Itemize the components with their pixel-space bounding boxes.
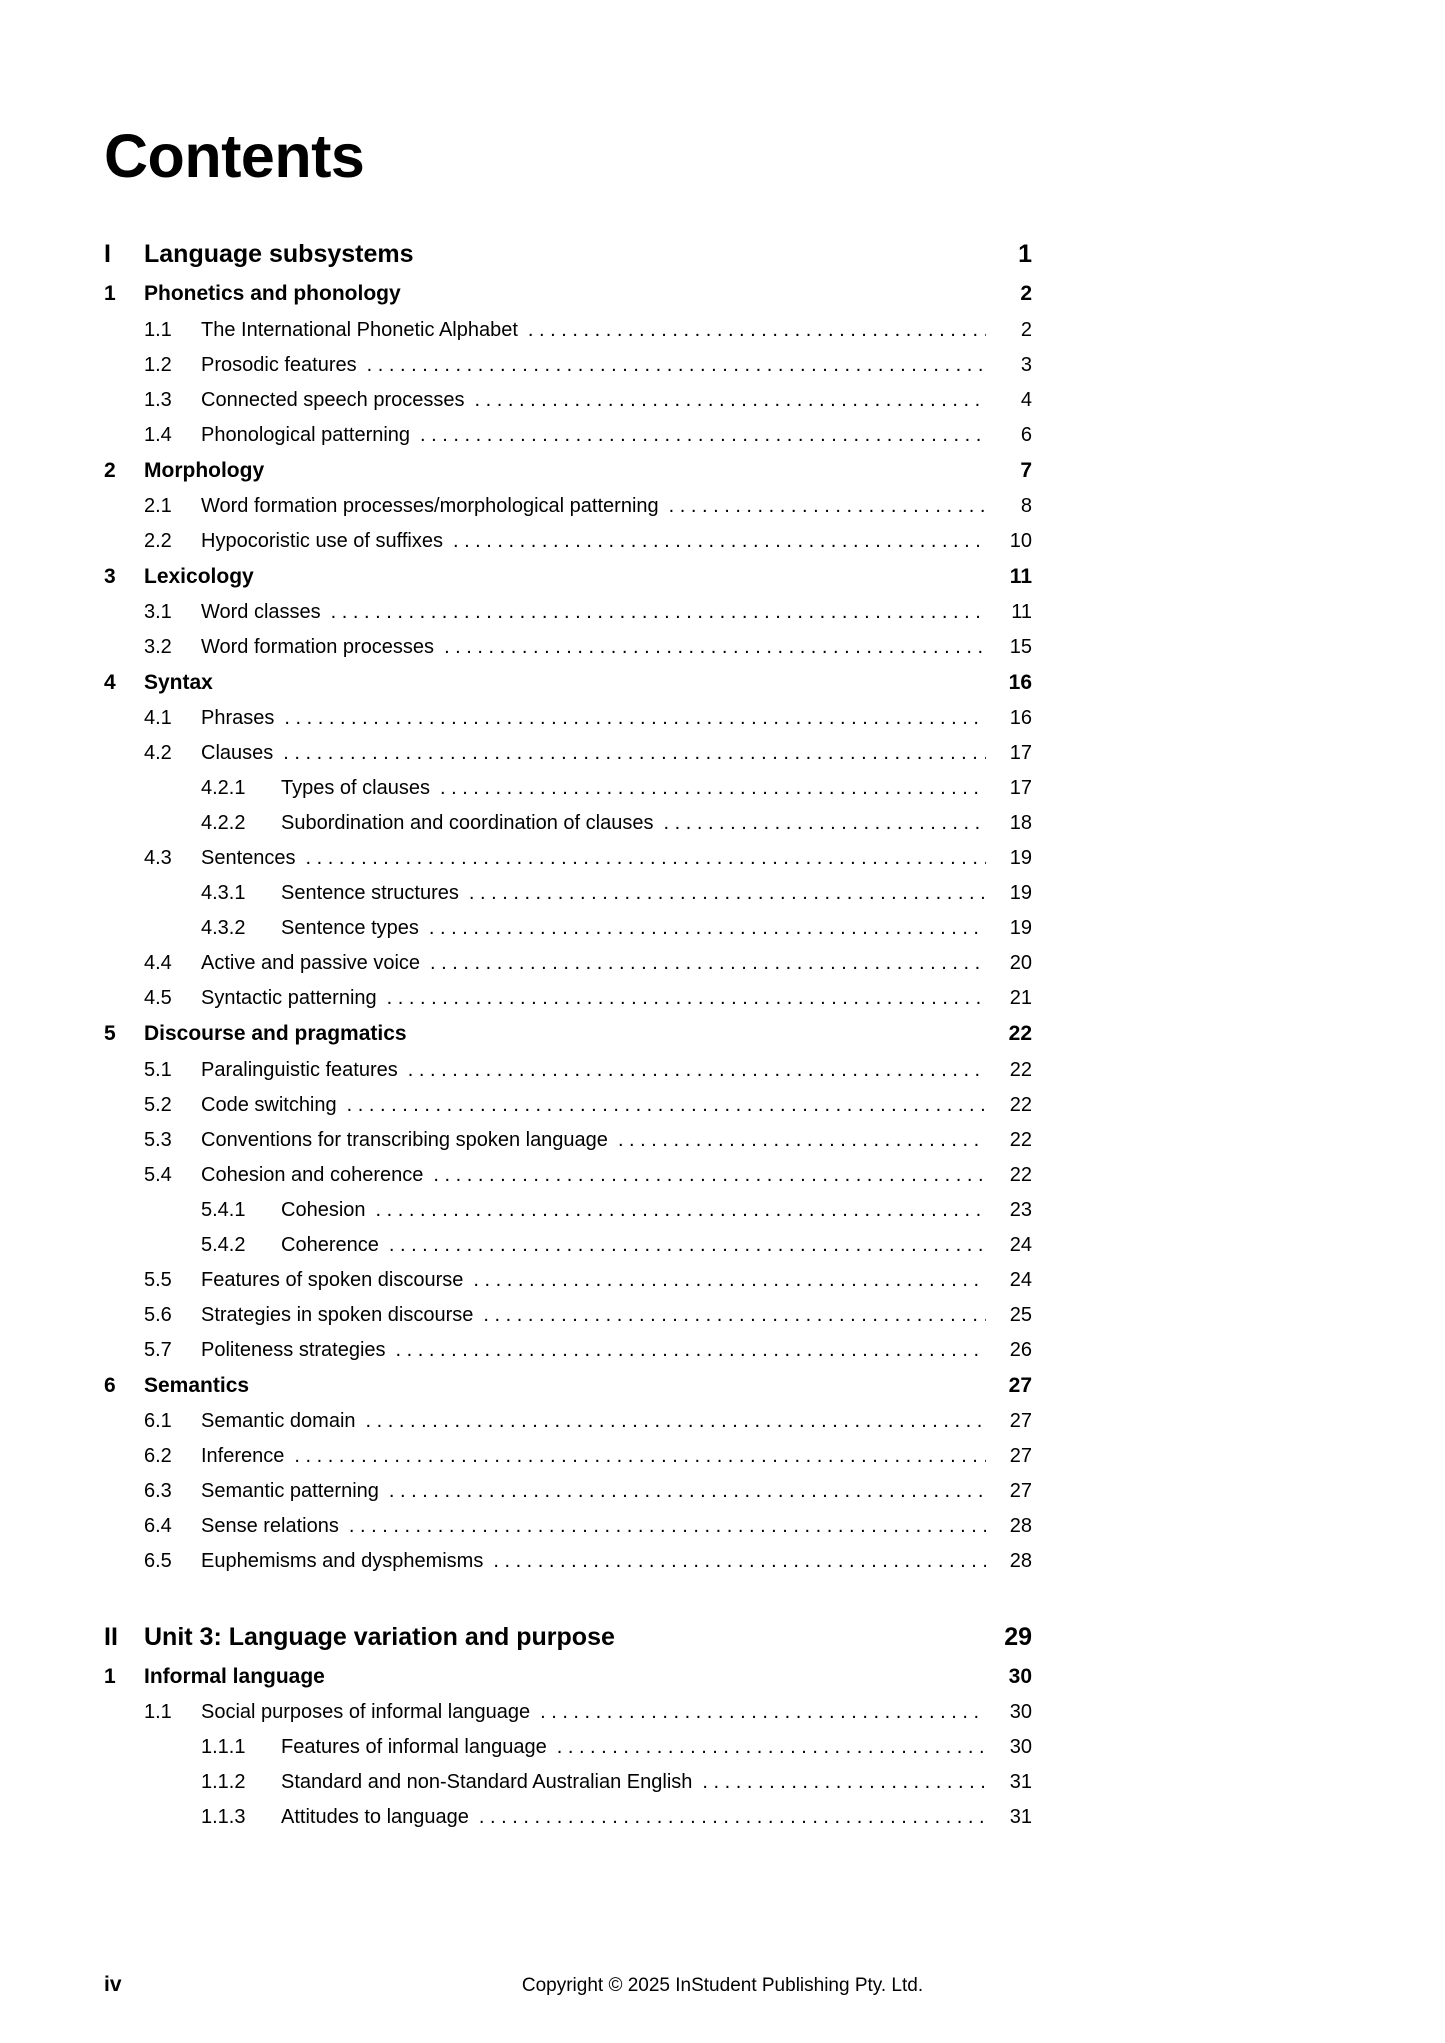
toc-entry-number: 1.3 <box>144 388 172 411</box>
toc-dot-leader <box>420 423 986 443</box>
toc-entry-part[interactable] <box>104 239 1032 270</box>
toc-entry-number: 6.3 <box>144 1479 172 1502</box>
toc-entry-title: Informal language <box>144 1665 325 1688</box>
toc-entry-title: Hypocoristic use of suffixes <box>201 529 443 552</box>
toc-entry-sub[interactable] <box>104 881 1032 906</box>
toc-entry-title: Phrases <box>201 707 275 730</box>
toc-entry-section[interactable] <box>104 741 1032 766</box>
toc-entry-number: 1.1.2 <box>201 1771 246 1794</box>
toc-entry-chapter[interactable] <box>104 458 1032 484</box>
toc-entry-title: The International Phonetic Alphabet <box>201 318 518 341</box>
toc-entry-title: Coherence <box>281 1233 379 1256</box>
toc-entry-title: Standard and non-Standard Australian English <box>281 1771 693 1794</box>
toc-entry-page-number: 22 <box>1009 1093 1032 1116</box>
toc-entry-title: Phonetics and phonology <box>144 282 401 306</box>
toc-entry-section[interactable] <box>104 1303 1032 1328</box>
toc-dot-leader <box>429 916 986 936</box>
toc-entry-page-number: 3 <box>1020 353 1032 376</box>
toc-entry-section[interactable] <box>104 1409 1032 1434</box>
toc-entry-section[interactable] <box>104 1093 1032 1118</box>
toc-entry-chapter[interactable] <box>104 1021 1032 1047</box>
toc-entry-title: Word formation processes/morphological patterning <box>201 494 659 517</box>
toc-entry-number: 1 <box>104 1665 116 1688</box>
toc-entry-number: 3.2 <box>144 636 172 658</box>
toc-entry-title: Attitudes to language <box>281 1806 469 1829</box>
toc-entry-section[interactable] <box>104 1268 1032 1293</box>
toc-entry-number: 3.1 <box>144 601 172 623</box>
toc-entry-number: 1.1 <box>144 318 172 341</box>
toc-entry-section[interactable] <box>104 951 1032 976</box>
toc-entry-page-number: 26 <box>1009 1338 1032 1361</box>
toc-entry-sub[interactable] <box>104 1233 1032 1258</box>
toc-entry-title: Prosodic features <box>201 353 357 376</box>
toc-dot-leader <box>430 951 986 971</box>
toc-entry-title: Semantics <box>144 1373 250 1397</box>
toc-entry-section[interactable] <box>104 1338 1032 1363</box>
toc-entry-page-number: 2 <box>1020 282 1032 306</box>
toc-entry-number: 4 <box>104 671 116 694</box>
toc-dot-leader <box>528 318 986 338</box>
toc-entry-number: 3 <box>104 564 116 588</box>
toc-entry-section[interactable] <box>104 1700 1032 1725</box>
toc-part-spacer <box>104 1584 1032 1622</box>
toc-entry-number: 1 <box>104 282 116 306</box>
toc-entry-number: 4.3.1 <box>201 882 246 905</box>
toc-entry-section[interactable] <box>104 1479 1032 1504</box>
toc-entry-title: Connected speech processes <box>201 388 465 411</box>
toc-entry-chapter[interactable] <box>104 1373 1032 1399</box>
toc-entry-title: Politeness strategies <box>201 1338 386 1361</box>
toc-dot-leader <box>376 1198 986 1218</box>
toc-entry-number: 1.1.1 <box>201 1736 246 1759</box>
toc-entry-number: 2.1 <box>144 494 172 517</box>
toc-dot-leader <box>294 1444 986 1464</box>
toc-dot-leader <box>440 776 986 796</box>
toc-entry-number: I <box>104 240 111 268</box>
toc-dot-leader <box>389 1233 986 1253</box>
toc-entry-title: Syntactic patterning <box>201 987 377 1010</box>
toc-entry-number: 4.1 <box>144 707 172 730</box>
toc-entry-number: 4.2.1 <box>201 777 246 800</box>
toc-entry-page-number: 7 <box>1020 458 1032 482</box>
toc-entry-page-number: 16 <box>1009 707 1032 730</box>
toc-dot-leader <box>349 1514 986 1534</box>
toc-entry-page-number: 27 <box>1009 1444 1032 1467</box>
toc-entry-page-number: 17 <box>1009 742 1032 765</box>
toc-entry-section[interactable] <box>104 1444 1032 1469</box>
toc-entry-page-number: 31 <box>1009 1771 1032 1794</box>
toc-dot-leader <box>557 1735 986 1755</box>
toc-entry-sub[interactable] <box>104 916 1032 941</box>
toc-entry-number: 1.1.3 <box>201 1806 246 1829</box>
footer-copyright: Copyright © 2025 InStudent Publishing Pty. Ltd. <box>521 1975 924 1996</box>
toc-entry-number: 4.3.2 <box>201 917 246 940</box>
toc-entry-page-number: 19 <box>1009 917 1032 940</box>
toc-entry-title: Word formation processes <box>201 636 435 658</box>
toc-dot-leader <box>284 706 986 726</box>
toc-entry-title: Features of spoken discourse <box>201 1268 464 1291</box>
toc-entry-section[interactable] <box>104 1128 1032 1153</box>
toc-entry-number: 4.2.2 <box>201 812 246 835</box>
toc-entry-page-number: 21 <box>1009 987 1032 1010</box>
toc-entry-title: Unit 3: Language variation and purpose <box>144 1622 615 1651</box>
table-of-contents <box>104 122 1032 1840</box>
toc-entry-title: Features of informal language <box>281 1736 547 1759</box>
toc-dot-leader <box>702 1770 986 1790</box>
toc-entry-sub[interactable] <box>104 1805 1032 1830</box>
toc-entry-number: 1.1 <box>144 1701 172 1724</box>
toc-entry-title: Language subsystems <box>144 240 414 268</box>
toc-dot-leader <box>493 1549 986 1569</box>
toc-entry-number: 6.4 <box>144 1514 172 1537</box>
toc-entry-title: Inference <box>201 1444 285 1467</box>
toc-entry-number: 5.1 <box>144 1058 172 1081</box>
toc-entry-number: 4.5 <box>144 987 172 1010</box>
toc-entry-page-number: 23 <box>1009 1198 1032 1221</box>
toc-dot-leader <box>479 1805 986 1825</box>
toc-entry-page-number: 11 <box>1011 601 1032 623</box>
toc-entry-page-number: 15 <box>1009 636 1032 658</box>
toc-dot-leader <box>331 600 986 620</box>
toc-entry-number: 1.2 <box>144 353 172 376</box>
toc-entry-section[interactable] <box>104 423 1032 448</box>
toc-entry-page-number: 27 <box>1009 1409 1032 1432</box>
toc-entry-chapter[interactable] <box>104 670 1032 696</box>
toc-entry-title: Syntax <box>144 671 213 694</box>
footer-page-number: iv <box>104 1973 122 1996</box>
toc-entry-section[interactable] <box>104 1163 1032 1188</box>
toc-entry-number: 6.2 <box>144 1444 172 1467</box>
toc-dot-leader <box>475 388 987 408</box>
toc-entry-section[interactable] <box>104 494 1032 519</box>
toc-entry-number: 5.4.2 <box>201 1233 246 1256</box>
toc-entry-title: Subordination and coordination of clauses <box>281 812 654 835</box>
toc-entry-sub[interactable] <box>104 776 1032 801</box>
toc-entry-section[interactable] <box>104 1549 1032 1574</box>
toc-entry-page-number: 24 <box>1009 1268 1032 1291</box>
toc-entry-title: Lexicology <box>144 564 254 588</box>
toc-entry-page-number: 20 <box>1009 952 1032 975</box>
toc-entry-title: Euphemisms and dysphemisms <box>201 1549 484 1572</box>
toc-entry-section[interactable] <box>104 1514 1032 1539</box>
toc-entry-number: 6.5 <box>144 1549 172 1572</box>
toc-entry-title: Morphology <box>144 458 265 482</box>
toc-entry-page-number: 1 <box>1018 240 1032 268</box>
toc-entry-title: Code switching <box>201 1093 337 1116</box>
toc-entry-title: Types of clauses <box>281 777 430 800</box>
toc-entry-number: 5.7 <box>144 1338 172 1361</box>
toc-entry-page-number: 18 <box>1009 812 1032 835</box>
toc-entry-section[interactable] <box>104 846 1032 871</box>
toc-entry-number: 4.3 <box>144 847 172 870</box>
toc-entry-page-number: 19 <box>1009 882 1032 905</box>
toc-dot-leader <box>387 986 986 1006</box>
toc-entry-chapter[interactable] <box>104 1664 1032 1690</box>
toc-entry-page-number: 22 <box>1009 1128 1032 1151</box>
toc-entry-section[interactable] <box>104 318 1032 343</box>
toc-dot-leader <box>469 881 986 901</box>
toc-entry-page-number: 28 <box>1009 1514 1032 1537</box>
toc-entry-part[interactable] <box>104 1622 1032 1653</box>
toc-entry-number: 5.4.1 <box>201 1198 246 1221</box>
toc-entry-number: 1.4 <box>144 423 172 446</box>
toc-entry-sub[interactable] <box>104 1735 1032 1760</box>
toc-entry-page-number: 24 <box>1009 1233 1032 1256</box>
toc-entry-page-number: 16 <box>1008 671 1032 694</box>
toc-dot-leader <box>306 846 986 866</box>
toc-entry-page-number: 30 <box>1009 1736 1032 1759</box>
toc-dot-leader <box>408 1058 986 1078</box>
toc-dot-leader <box>366 1409 986 1429</box>
toc-dot-leader <box>347 1093 986 1113</box>
toc-entry-title: Sentence structures <box>281 882 459 905</box>
toc-entry-section[interactable] <box>104 1058 1032 1083</box>
toc-entry-number: 5.3 <box>144 1128 172 1151</box>
toc-entry-title: Semantic domain <box>201 1409 356 1432</box>
toc-entry-title: Social purposes of informal language <box>201 1701 531 1724</box>
toc-entry-section[interactable] <box>104 706 1032 731</box>
toc-entry-number: 5.2 <box>144 1093 172 1116</box>
toc-dot-leader <box>433 1163 986 1183</box>
toc-entry-page-number: 30 <box>1009 1701 1032 1724</box>
toc-entry-section[interactable] <box>104 635 1032 660</box>
toc-entry-title: Cohesion and coherence <box>201 1163 424 1186</box>
page-footer <box>104 1973 1341 1999</box>
toc-entry-page-number: 30 <box>1008 1665 1032 1688</box>
toc-dot-leader <box>396 1338 986 1358</box>
toc-entry-page-number: 19 <box>1009 847 1032 870</box>
toc-entry-chapter[interactable] <box>104 281 1032 307</box>
toc-dot-leader <box>669 494 986 514</box>
toc-entry-section[interactable] <box>104 388 1032 413</box>
toc-dot-leader <box>663 811 986 831</box>
toc-entry-title: Word classes <box>201 601 321 623</box>
toc-entry-page-number: 22 <box>1009 1163 1032 1186</box>
page-title: Contents <box>104 122 365 190</box>
toc-dot-leader <box>367 353 986 373</box>
toc-entry-number: II <box>104 1622 118 1651</box>
toc-entry-sub[interactable] <box>104 1770 1032 1795</box>
toc-entry-title: Sentences <box>201 847 296 870</box>
toc-entry-number: 5 <box>104 1022 116 1046</box>
toc-entry-section[interactable] <box>104 986 1032 1011</box>
toc-entry-title: Sense relations <box>201 1514 339 1537</box>
toc-entry-page-number: 25 <box>1009 1303 1032 1326</box>
toc-entry-sub[interactable] <box>104 811 1032 836</box>
toc-entry-number: 5.5 <box>144 1268 172 1291</box>
toc-dot-leader <box>389 1479 986 1499</box>
toc-dot-leader <box>540 1700 986 1720</box>
toc-entry-title: Sentence types <box>281 917 419 940</box>
toc-entry-title: Active and passive voice <box>201 952 421 975</box>
toc-dot-leader <box>283 741 986 761</box>
toc-entry-page-number: 11 <box>1009 564 1032 588</box>
toc-entry-page-number: 31 <box>1009 1806 1032 1829</box>
toc-entry-number: 6.1 <box>144 1409 172 1432</box>
toc-entry-page-number: 6 <box>1020 423 1032 446</box>
toc-entry-title: Clauses <box>201 742 274 765</box>
toc-entry-number: 4.4 <box>144 952 172 975</box>
toc-entry-page-number: 29 <box>1004 1622 1032 1651</box>
toc-entry-title: Semantic patterning <box>201 1479 379 1502</box>
toc-entry-page-number: 22 <box>1009 1058 1032 1081</box>
toc-entry-page-number: 8 <box>1020 494 1032 517</box>
toc-entry-list <box>104 239 1032 1830</box>
toc-entry-page-number: 4 <box>1020 388 1032 411</box>
toc-entry-section[interactable] <box>104 353 1032 378</box>
toc-dot-leader <box>618 1128 986 1148</box>
toc-entry-section[interactable] <box>104 529 1032 554</box>
toc-entry-page-number: 10 <box>1009 529 1032 552</box>
toc-entry-number: 2.2 <box>144 529 172 552</box>
toc-entry-title: Cohesion <box>281 1198 366 1221</box>
toc-entry-section[interactable] <box>104 600 1032 625</box>
toc-entry-page-number: 22 <box>1008 1022 1032 1046</box>
toc-entry-number: 4.2 <box>144 742 172 765</box>
toc-entry-number: 2 <box>104 458 116 482</box>
toc-entry-title: Conventions for transcribing spoken language <box>201 1128 608 1151</box>
toc-entry-page-number: 27 <box>1008 1373 1032 1397</box>
toc-entry-page-number: 28 <box>1009 1549 1032 1572</box>
toc-entry-page-number: 17 <box>1009 777 1032 800</box>
toc-entry-number: 5.4 <box>144 1163 172 1186</box>
toc-entry-number: 5.6 <box>144 1303 172 1326</box>
toc-entry-title: Phonological patterning <box>201 423 411 446</box>
toc-dot-leader <box>453 529 986 549</box>
toc-entry-page-number: 2 <box>1020 318 1032 341</box>
toc-entry-page-number: 27 <box>1009 1479 1032 1502</box>
toc-entry-number: 6 <box>104 1373 116 1397</box>
toc-entry-title: Discourse and pragmatics <box>144 1022 407 1046</box>
toc-entry-title: Paralinguistic features <box>201 1058 398 1081</box>
toc-entry-sub[interactable] <box>104 1198 1032 1223</box>
toc-dot-leader <box>483 1303 986 1323</box>
toc-entry-title: Strategies in spoken discourse <box>201 1303 474 1326</box>
toc-entry-chapter[interactable] <box>104 564 1032 590</box>
toc-dot-leader <box>444 635 986 655</box>
toc-dot-leader <box>473 1268 986 1288</box>
